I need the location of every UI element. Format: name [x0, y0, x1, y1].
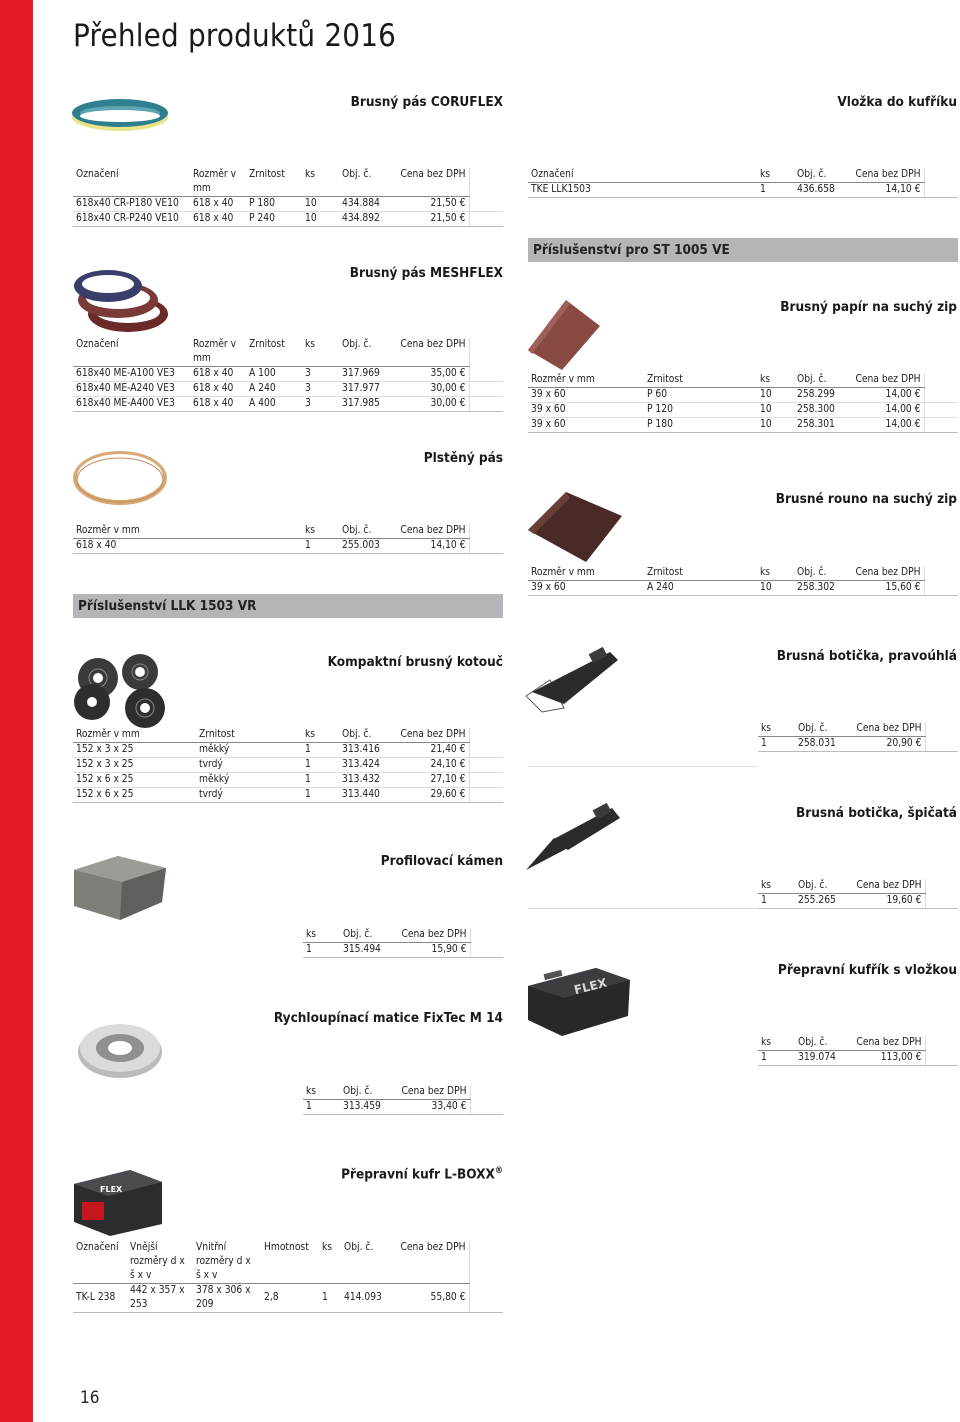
header-cell: Zrnitost — [644, 566, 757, 581]
cell: měkký — [196, 773, 302, 788]
meshflex-belts-image — [70, 262, 170, 340]
cell: 618x40 CR-P180 VE10 — [73, 197, 190, 212]
cell: 55,80 € — [396, 1284, 469, 1313]
cell: 1 — [757, 183, 794, 198]
header-cell: Cena bez DPH — [850, 722, 925, 737]
cell: 317.985 — [339, 397, 394, 412]
cell: 3 — [302, 397, 339, 412]
cell: 39 x 60 — [528, 418, 644, 433]
table-row — [758, 1051, 958, 1066]
header-cell: Obj. č. — [339, 338, 394, 367]
cell: 39 x 60 — [528, 388, 644, 403]
table-kufrik — [758, 1036, 958, 1066]
header-cell: ks — [302, 728, 339, 743]
cell: 152 x 3 x 25 — [73, 743, 196, 758]
header-cell: Zrnitost — [246, 338, 302, 367]
table-lboxx — [73, 1241, 503, 1313]
section-title-plsteny: Plstěný pás — [423, 450, 503, 466]
section-title-boticka-pravouhla: Brusná botička, pravoúhlá — [776, 648, 957, 664]
lboxx-title-text: Přepravní kufr L-BOXX — [341, 1166, 495, 1183]
header-cell: Rozměr v mm — [73, 728, 196, 743]
cell: P 180 — [246, 197, 302, 212]
cell: 14,00 € — [849, 418, 924, 433]
cell: 15,60 € — [849, 581, 924, 596]
table-meshflex — [73, 338, 503, 412]
cell: 378 x 306 x 209 — [193, 1284, 261, 1313]
cell: 1 — [302, 773, 339, 788]
section-title-rouno: Brusné rouno na suchý zip — [775, 491, 957, 507]
header-cell: Vnější rozměry d x š x v — [127, 1241, 193, 1284]
table-boticka-pravouhla — [758, 722, 958, 752]
header-cell: Obj. č. — [340, 928, 395, 943]
lboxx-case-image — [70, 1162, 166, 1238]
cell: 618 x 40 — [190, 382, 246, 397]
table-row — [73, 197, 503, 212]
header-cell: Cena bez DPH — [394, 168, 469, 197]
cell: P 60 — [644, 388, 757, 403]
header-cell: Hmotnost — [261, 1241, 319, 1284]
table-row — [528, 418, 958, 433]
header-cell: ks — [757, 566, 794, 581]
cell: 30,00 € — [394, 382, 469, 397]
cell: 313.440 — [339, 788, 394, 803]
table-row — [73, 397, 503, 412]
header-cell: Označení — [73, 1241, 127, 1284]
cell: 10 — [757, 418, 794, 433]
header-cell: Cena bez DPH — [850, 879, 925, 894]
header-cell: ks — [303, 1085, 340, 1100]
cell: 14,00 € — [849, 388, 924, 403]
cell: 434.892 — [339, 212, 394, 227]
cell: 10 — [757, 403, 794, 418]
header-cell: Rozměr v mm — [528, 373, 644, 388]
header-cell: Cena bez DPH — [849, 373, 924, 388]
table-row — [528, 183, 958, 198]
cell: 30,00 € — [394, 397, 469, 412]
cell: tvrdý — [196, 758, 302, 773]
cell: 258.300 — [794, 403, 849, 418]
cell: 317.977 — [339, 382, 394, 397]
cell: 152 x 6 x 25 — [73, 788, 196, 803]
header-cell: Cena bez DPH — [395, 928, 470, 943]
table-row — [73, 367, 503, 382]
cell: P 180 — [644, 418, 757, 433]
table-boticka-spicata — [758, 879, 958, 909]
cell: 39 x 60 — [528, 403, 644, 418]
table-row — [73, 212, 503, 227]
header-cell: Cena bez DPH — [850, 1036, 925, 1051]
cell: 618 x 40 — [190, 367, 246, 382]
cell: 313.432 — [339, 773, 394, 788]
table-row — [73, 788, 503, 803]
cell: 152 x 3 x 25 — [73, 758, 196, 773]
header-cell: Obj. č. — [794, 373, 849, 388]
cell: 313.459 — [340, 1100, 395, 1115]
cell: 1 — [303, 1100, 340, 1115]
row-rule — [528, 766, 758, 767]
header-cell: Označení — [73, 168, 190, 197]
sandpaper-image — [526, 298, 602, 372]
header-cell: ks — [302, 168, 339, 197]
table-row — [528, 388, 958, 403]
case-logo-text: FLEX — [100, 1185, 123, 1194]
cell: 313.416 — [339, 743, 394, 758]
cell: 258.299 — [794, 388, 849, 403]
section-title-kotouc: Kompaktní brusný kotouč — [327, 654, 503, 670]
header-cell: Obj. č. — [795, 879, 850, 894]
cell: 21,50 € — [394, 212, 469, 227]
cell: 255.265 — [795, 894, 850, 909]
cell: 21,40 € — [394, 743, 469, 758]
cell: 317.969 — [339, 367, 394, 382]
table-rouno — [528, 566, 958, 596]
cell: 1 — [302, 758, 339, 773]
header-cell: ks — [758, 879, 795, 894]
header-cell: Obj. č. — [340, 1085, 395, 1100]
header-cell: Cena bez DPH — [396, 1241, 469, 1284]
cell: 3 — [302, 367, 339, 382]
grinding-discs-image — [70, 652, 170, 730]
table-vlozka — [528, 168, 958, 198]
header-cell: Cena bez DPH — [849, 566, 924, 581]
cell: 618x40 ME-A100 VE3 — [73, 367, 190, 382]
cell: 618 x 40 — [190, 197, 246, 212]
cell: 14,10 € — [849, 183, 924, 198]
cell: TKE LLK1503 — [528, 183, 757, 198]
cell: 315.494 — [340, 943, 395, 958]
cell: 1 — [302, 788, 339, 803]
header-cell: Rozměr v mm — [528, 566, 644, 581]
accent-bar — [0, 0, 33, 1422]
cell: P 240 — [246, 212, 302, 227]
cell: 33,40 € — [395, 1100, 470, 1115]
cell: A 240 — [644, 581, 757, 596]
cell: 10 — [757, 581, 794, 596]
header-cell: Obj. č. — [339, 728, 394, 743]
cell: 618x40 CR-P240 VE10 — [73, 212, 190, 227]
section-title-vlozka: Vložka do kufříku — [837, 94, 957, 110]
header-cell: Vnitřní rozměry d x š x v — [193, 1241, 261, 1284]
cell: 10 — [302, 212, 339, 227]
cell: 434.884 — [339, 197, 394, 212]
header-cell: Obj. č. — [794, 566, 849, 581]
header-cell: Cena bez DPH — [849, 168, 924, 183]
cell: měkký — [196, 743, 302, 758]
cell: 618 x 40 — [190, 397, 246, 412]
section-title-coruflex: Brusný pás CORUFLEX — [350, 94, 503, 110]
header-cell: Cena bez DPH — [394, 728, 469, 743]
section-title-papir: Brusný papír na suchý zip — [780, 299, 957, 315]
cell: 10 — [302, 197, 339, 212]
page-title: Přehled produktů 2016 — [73, 18, 397, 54]
cell: 19,60 € — [850, 894, 925, 909]
header-cell: ks — [758, 1036, 795, 1051]
cell: tvrdý — [196, 788, 302, 803]
table-row — [528, 403, 958, 418]
header-cell: Obj. č. — [794, 168, 849, 183]
table-row — [758, 737, 958, 752]
table-row — [758, 894, 958, 909]
cell: 35,00 € — [394, 367, 469, 382]
cell: 1 — [303, 943, 340, 958]
header-cell: ks — [757, 373, 794, 388]
cell: 414.093 — [341, 1284, 396, 1313]
header-cell: Obj. č. — [339, 168, 394, 197]
section-bar-st: Příslušenství pro ST 1005 VE — [528, 238, 958, 262]
table-row — [73, 743, 503, 758]
header-cell: Obj. č. — [795, 1036, 850, 1051]
fleece-image — [526, 490, 624, 566]
cell: 258.301 — [794, 418, 849, 433]
table-fixtec — [303, 1085, 503, 1115]
table-papir — [528, 373, 958, 433]
table-row — [73, 1284, 503, 1313]
shoe-rect-image — [524, 646, 624, 714]
cell: 39 x 60 — [528, 581, 644, 596]
header-cell: Obj. č. — [339, 524, 394, 539]
table-coruflex — [73, 168, 503, 227]
fixtec-nut-image — [70, 1012, 170, 1084]
cell: 436.658 — [794, 183, 849, 198]
cell: 1 — [758, 737, 795, 752]
section-title-kufrik: Přepravní kufřík s vložkou — [777, 962, 957, 978]
section-bar-llk: Příslušenství LLK 1503 VR — [73, 594, 503, 618]
section-title-boticka-spicata: Brusná botička, špičatá — [796, 805, 957, 821]
registered-mark: ® — [494, 1166, 503, 1176]
header-cell: ks — [319, 1241, 341, 1284]
table-kotouc — [73, 728, 503, 803]
header-cell: ks — [302, 338, 339, 367]
shoe-pointed-image — [524, 802, 624, 874]
cell: 1 — [302, 539, 339, 554]
section-title-kamen: Profilovací kámen — [380, 853, 503, 869]
section-title-lboxx — [341, 1166, 503, 1183]
header-cell: Zrnitost — [246, 168, 302, 197]
cell: TK-L 238 — [73, 1284, 127, 1313]
table-row — [73, 773, 503, 788]
cell: 618x40 ME-A400 VE3 — [73, 397, 190, 412]
cell: 14,00 € — [849, 403, 924, 418]
header-cell: ks — [757, 168, 794, 183]
cell: 27,10 € — [394, 773, 469, 788]
cell: 152 x 6 x 25 — [73, 773, 196, 788]
cell: 255.003 — [339, 539, 394, 554]
header-cell: ks — [302, 524, 339, 539]
cell: P 120 — [644, 403, 757, 418]
table-plsteny — [73, 524, 503, 554]
cell: 10 — [757, 388, 794, 403]
header-cell: Cena bez DPH — [395, 1085, 470, 1100]
cell: 618 x 40 — [73, 539, 302, 554]
header-cell: Cena bez DPH — [394, 524, 469, 539]
cell: 14,10 € — [394, 539, 469, 554]
stone-image — [70, 850, 170, 924]
header-cell: Cena bez DPH — [394, 338, 469, 367]
case-logo-text: FLEX — [572, 975, 609, 998]
cell: A 400 — [246, 397, 302, 412]
cell: 1 — [319, 1284, 341, 1313]
table-row — [528, 581, 958, 596]
row-rule — [528, 908, 758, 909]
carry-case-image — [524, 964, 634, 1038]
cell: 15,90 € — [395, 943, 470, 958]
cell: A 100 — [246, 367, 302, 382]
header-cell: Rozměr v mm — [73, 524, 302, 539]
table-row — [303, 1100, 503, 1115]
cell: 21,50 € — [394, 197, 469, 212]
header-cell: Rozměr v mm — [190, 168, 246, 197]
cell: 1 — [302, 743, 339, 758]
header-cell: ks — [758, 722, 795, 737]
table-row — [73, 758, 503, 773]
header-cell: Rozměr v mm — [190, 338, 246, 367]
cell: 618 x 40 — [190, 212, 246, 227]
cell: 442 x 357 x 253 — [127, 1284, 193, 1313]
cell: 24,10 € — [394, 758, 469, 773]
cell: 319.074 — [795, 1051, 850, 1066]
cell: 258.031 — [795, 737, 850, 752]
cell: 20,90 € — [850, 737, 925, 752]
cell: A 240 — [246, 382, 302, 397]
header-cell: Obj. č. — [341, 1241, 396, 1284]
cell: 29,60 € — [394, 788, 469, 803]
cell: 313.424 — [339, 758, 394, 773]
table-kamen — [303, 928, 503, 958]
section-title-meshflex: Brusný pás MESHFLEX — [349, 265, 503, 281]
page-number: 16 — [80, 1388, 100, 1408]
section-title-fixtec: Rychloupínací matice FixTec M 14 — [273, 1010, 503, 1026]
header-cell: Označení — [73, 338, 190, 367]
cell: 1 — [758, 894, 795, 909]
cell: 258.302 — [794, 581, 849, 596]
cell: 2,8 — [261, 1284, 319, 1313]
table-row — [73, 539, 503, 554]
header-cell: Obj. č. — [795, 722, 850, 737]
table-row — [303, 943, 503, 958]
cell: 3 — [302, 382, 339, 397]
cell: 113,00 € — [850, 1051, 925, 1066]
cell: 1 — [758, 1051, 795, 1066]
header-cell: Označení — [528, 168, 757, 183]
header-cell: Zrnitost — [196, 728, 302, 743]
header-cell: Zrnitost — [644, 373, 757, 388]
felt-belt-image — [70, 446, 170, 508]
header-cell: ks — [303, 928, 340, 943]
sanding-belt-image — [70, 92, 170, 134]
table-row — [73, 382, 503, 397]
cell: 618x40 ME-A240 VE3 — [73, 382, 190, 397]
